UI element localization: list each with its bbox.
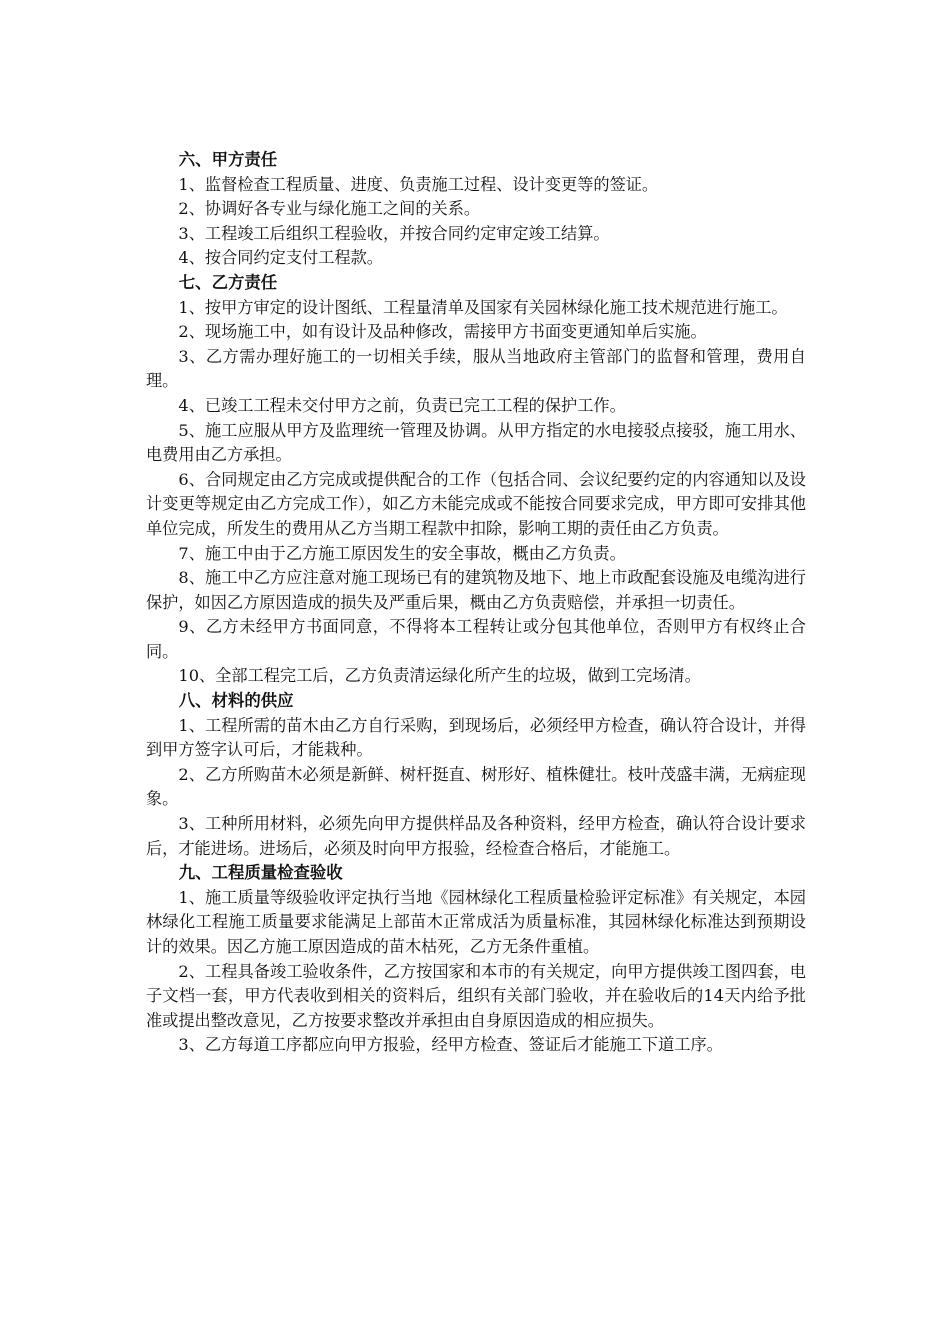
clause-6-3: 3、工程竣工后组织工程验收，并按合同约定审定竣工结算。	[178, 223, 610, 243]
clause-7-3: 3、乙方需办理好施工的一切相关手续，服从当地政府主管部门的监督和管理，费用自理。	[146, 346, 806, 391]
clause-7-2: 2、现场施工中，如有设计及品种修改，需接甲方书面变更通知单后实施。	[178, 322, 707, 342]
clause-6-2: 2、协调好各专业与绿化施工之间的关系。	[178, 199, 481, 219]
clause-9-3: 3、乙方每道工序都应向甲方报验，经甲方检查、签证后才能施工下道工序。	[178, 1035, 723, 1055]
clause-7-5: 5、施工应服从甲方及监理统一管理及协调。从甲方指定的水电接驳点接驳，施工用水、电费用由乙方承担。	[146, 420, 806, 465]
section-heading-7: 七、乙方责任	[178, 272, 278, 292]
clause-7-9: 9、乙方未经甲方书面同意，不得将本工程转让或分包其他单位，否则甲方有权终止合同。	[146, 617, 806, 661]
clause-7-10: 10、全部工程完工后，乙方负责清运绿化所产生的垃圾，做到工完场清。	[178, 666, 701, 686]
clause-8-1: 1、工程所需的苗木由乙方自行采购，到现场后，必须经甲方检查，确认符合设计，并得到甲方签字认可后，才能栽种。	[146, 715, 806, 760]
clause-7-8: 8、施工中乙方应注意对施工现场已有的建筑物及地下、地上市政配套设施及电缆沟进行保护，如因乙方原因造成的损失及严重后果，概由乙方负责赔偿，并承担一切责任。	[146, 568, 806, 612]
clause-7-7: 7、施工中由于乙方施工原因发生的安全事故，概由乙方负责。	[178, 543, 626, 563]
clause-6-1: 1、监督检查工程质量、进度、负责施工过程、设计变更等的签证。	[178, 174, 659, 194]
section-heading-8: 八、材料的供应	[178, 691, 294, 711]
clause-6-4: 4、按合同约定支付工程款。	[178, 248, 383, 268]
section-heading-6: 六、甲方责任	[178, 150, 278, 169]
clause-8-3: 3、工种所用材料，必须先向甲方提供样品及各种资料，经甲方检查，确认符合设计要求后，才能进场。进场后，必须及时向甲方报验，经检查合格后，才能施工。	[146, 814, 806, 858]
clause-9-1: 1、施工质量等级验收评定执行当地《园林绿化工程质量检验评定标准》有关规定，本园林绿化工程施工质量要求能满足上部苗木正常成活为质量标准，其园林绿化标准达到预期设计的效果。因乙方施工原因造成的苗木枯死，乙方无条件重植。	[146, 887, 806, 956]
document-body	[146, 148, 806, 1058]
clause-7-1: 1、按甲方审定的设计图纸、工程量清单及国家有关园林绿化施工技术规范进行施工。	[178, 297, 788, 317]
clause-7-4: 4、已竣工工程未交付甲方之前，负责已完工工程的保护工作。	[178, 395, 626, 415]
clause-8-2: 2、乙方所购苗木必须是新鲜、树杆挺直、树形好、植株健壮。枝叶茂盛丰满，无病症现象。	[146, 764, 806, 809]
clause-9-2: 2、工程具备竣工验收条件，乙方按国家和本市的有关规定，向甲方提供竣工图四套，电子文档一套，甲方代表收到相关的资料后，组织有关部门验收，并在验收后的14天内给予批准或提出整改意见，乙方按要求整改并承担由自身原因造成的相应损失。	[146, 961, 806, 1030]
clause-7-6: 6、合同规定由乙方完成或提供配合的工作（包括合同、会议纪要约定的内容通知以及设计变更等规定由乙方完成工作），如乙方未能完成或不能按合同要求完成，甲方即可安排其他单位完成，所发生的费用从乙方当期工程款中扣除，影响工期的责任由乙方负责。	[146, 469, 806, 538]
section-heading-9: 九、工程质量检查验收	[178, 863, 343, 883]
